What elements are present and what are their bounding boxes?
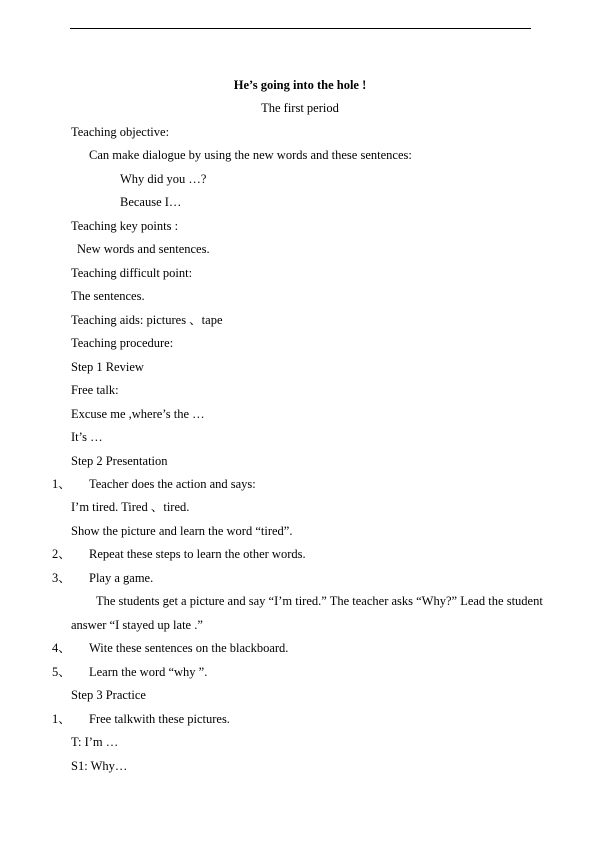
step2-heading: Step 2 Presentation	[71, 454, 168, 468]
example-answer: Because I…	[120, 195, 182, 209]
free-talk-label: Free talk:	[71, 383, 119, 397]
header-rule	[70, 28, 531, 29]
step3-item-1: Free talkwith these pictures.	[89, 712, 230, 726]
step2-item-1: Teacher does the action and says:	[89, 477, 256, 491]
game-answer: answer “I stayed up late .”	[71, 618, 203, 632]
example-question: Why did you …?	[120, 172, 207, 186]
tired-line: I’m tired. Tired 、tired.	[71, 500, 190, 514]
document-title: He’s going into the hole !	[233, 78, 367, 92]
show-picture-line: Show the picture and learn the word “tired”.	[71, 524, 293, 538]
teacher-line: T: I’m …	[71, 735, 119, 749]
step2-item-3: Play a game.	[89, 571, 154, 585]
step2-item-4: Wite these sentences on the blackboard.	[89, 641, 289, 655]
objective-heading: Teaching objective:	[71, 125, 170, 139]
item-number: 2、	[52, 547, 71, 561]
item-number: 1、	[52, 712, 71, 726]
key-points-text: New words and sentences.	[77, 242, 210, 256]
item-number: 5、	[52, 665, 71, 679]
step2-item-5: Learn the word “why ”.	[89, 665, 208, 679]
item-number: 3、	[52, 571, 71, 585]
game-description: The students get a picture and say “I’m tired.” The teacher asks “Why?” Lead the student	[96, 594, 543, 608]
objective-text: Can make dialogue by using the new words and these sentences:	[89, 148, 412, 162]
step3-heading: Step 3 Practice	[71, 688, 146, 702]
key-points-heading: Teaching key points :	[71, 219, 179, 233]
excuse-me-line: Excuse me ,where’s the …	[71, 407, 205, 421]
difficult-point-text: The sentences.	[71, 289, 145, 303]
its-line: It’s …	[71, 430, 103, 444]
step1-heading: Step 1 Review	[71, 360, 144, 374]
difficult-point-heading: Teaching difficult point:	[71, 266, 193, 280]
document-subtitle: The first period	[261, 101, 339, 115]
step2-item-2: Repeat these steps to learn the other words.	[89, 547, 306, 561]
teaching-aids: Teaching aids: pictures 、tape	[71, 313, 223, 327]
item-number: 4、	[52, 641, 71, 655]
student-line: S1: Why…	[71, 759, 128, 773]
item-number: 1、	[52, 477, 71, 491]
procedure-heading: Teaching procedure:	[71, 336, 174, 350]
